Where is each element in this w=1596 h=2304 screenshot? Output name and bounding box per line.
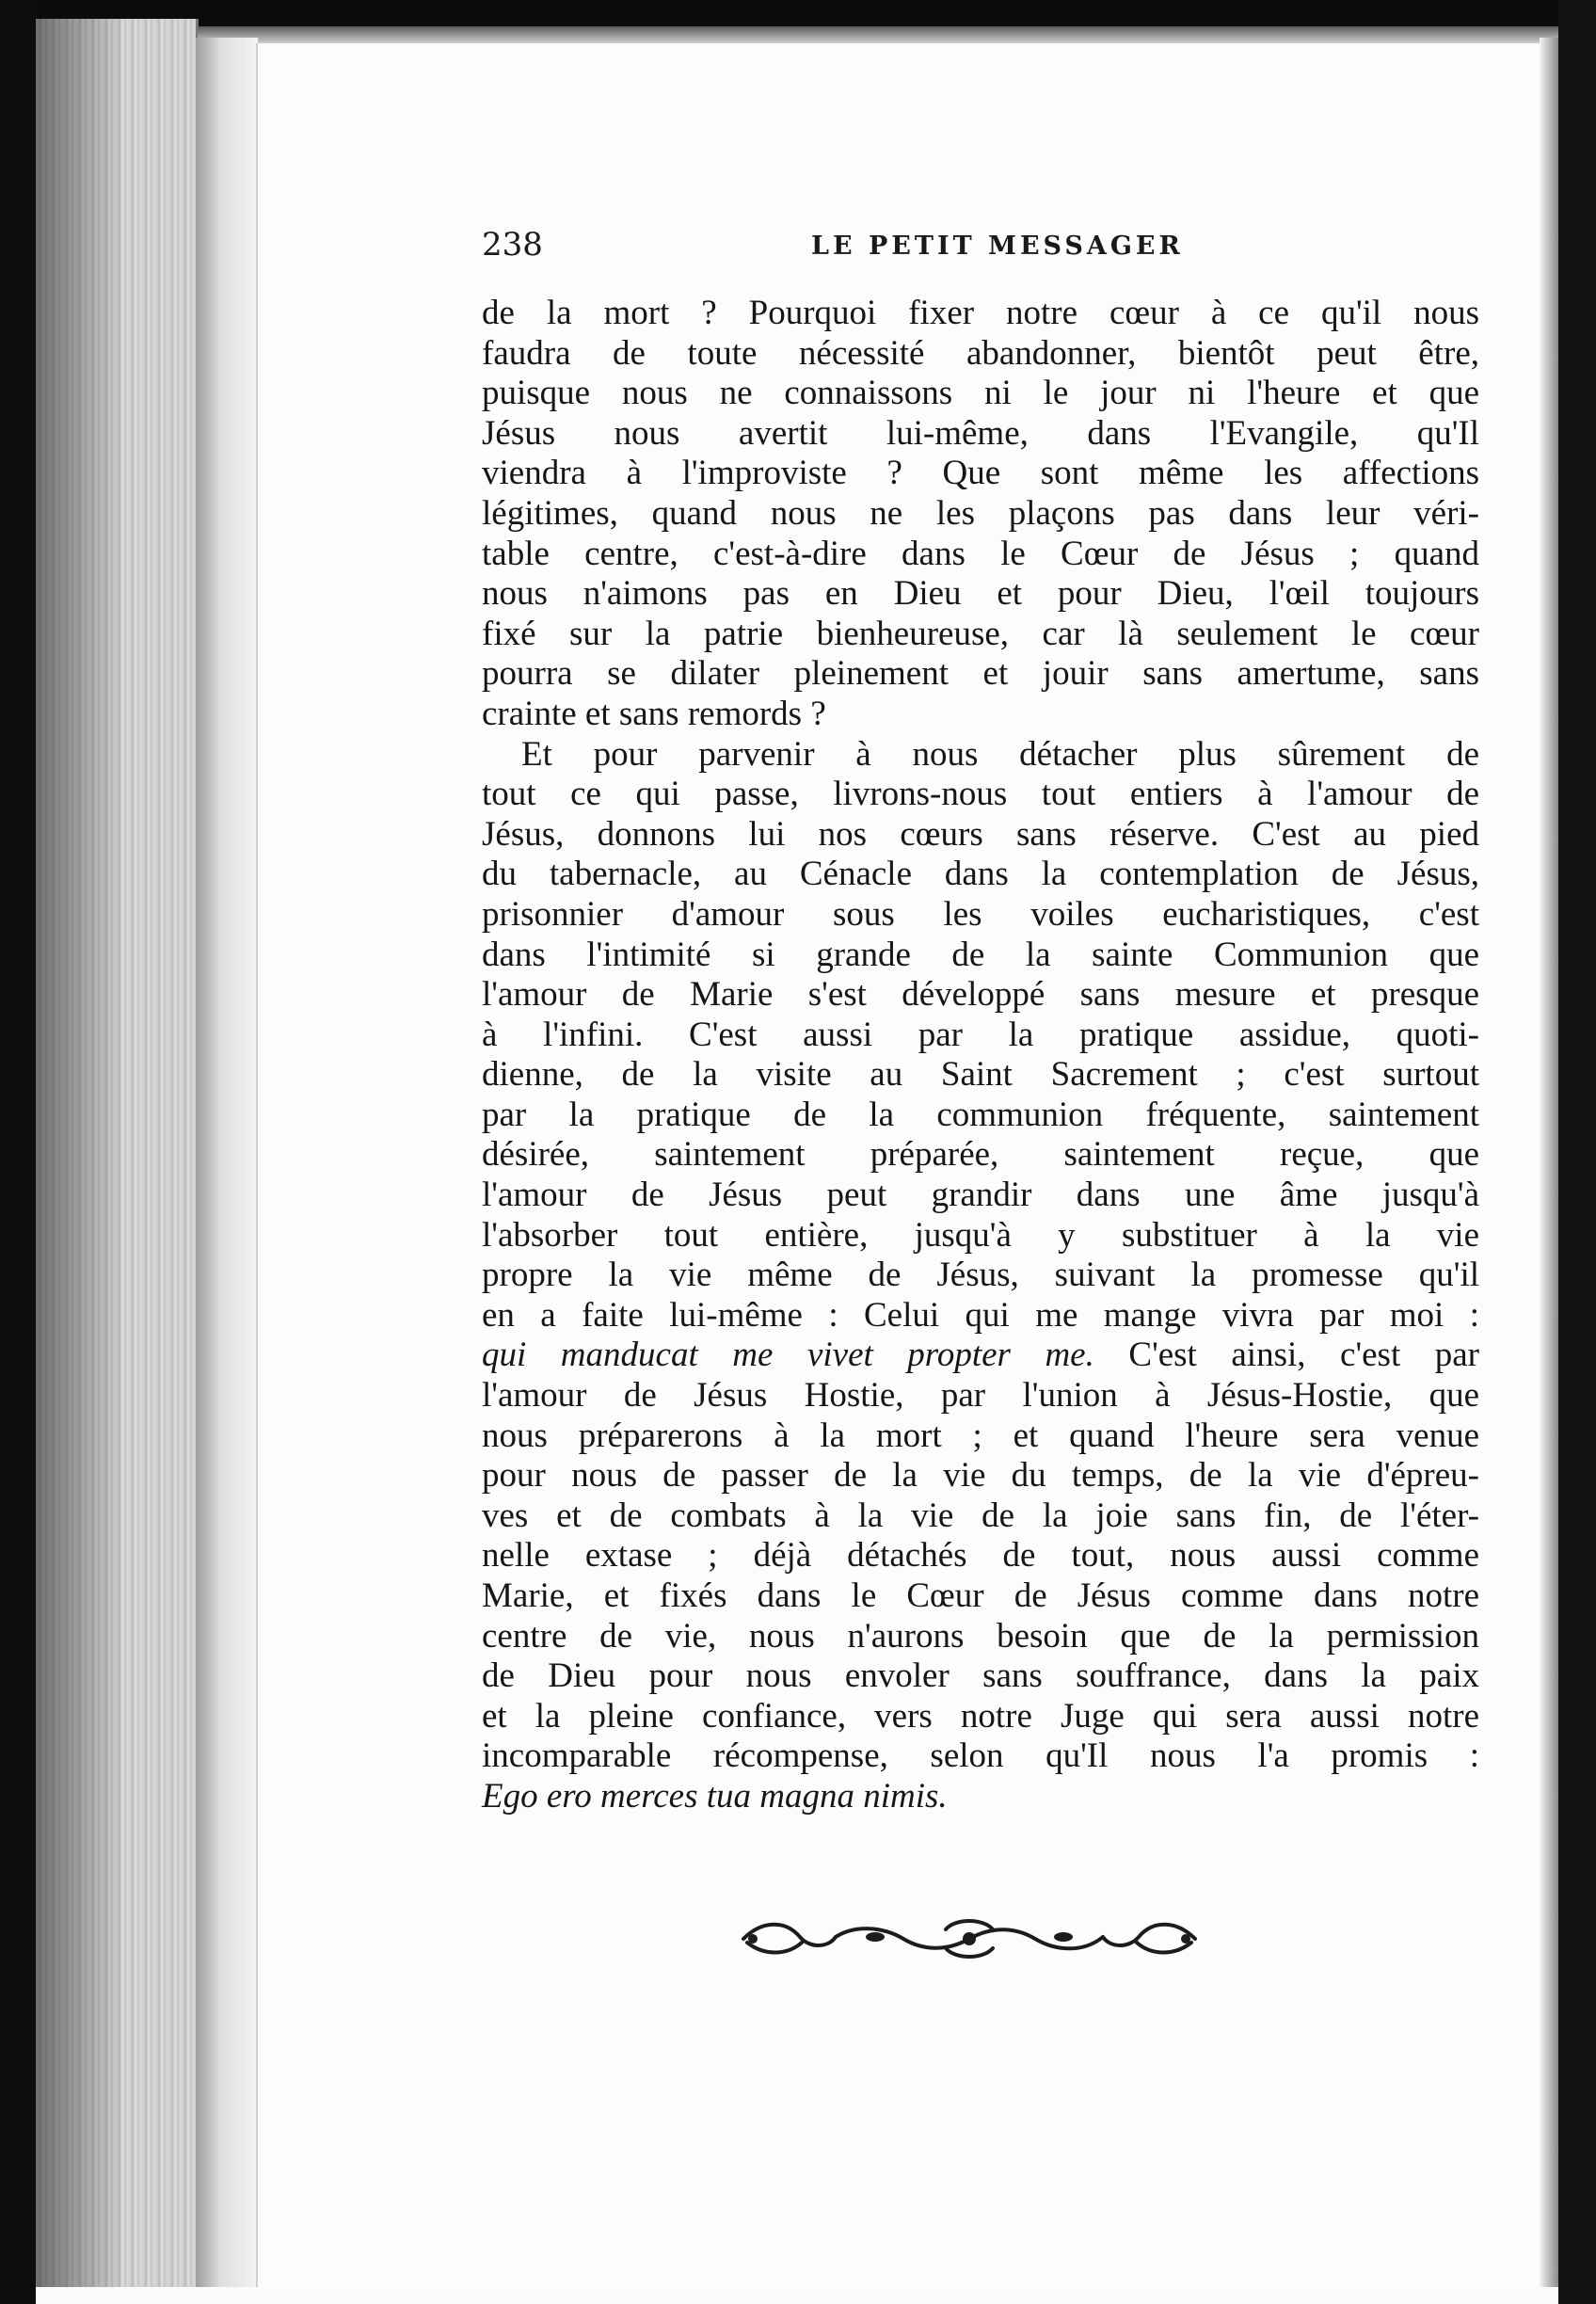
text-line: désirée, saintement préparée, saintement reçue, que <box>482 1135 1479 1175</box>
text-line: légitimes, quand nous ne les plaçons pas dans leur véri- <box>482 493 1479 533</box>
running-title: LE PETIT MESSAGER <box>811 232 1184 261</box>
text-line: tout ce qui passe, livrons-nous tout entiers à l'amour de <box>482 775 1479 814</box>
text-line-with-latin-quote <box>482 1336 1479 1376</box>
book-edge-shadow <box>36 19 120 2287</box>
page-body-text <box>482 294 1479 1817</box>
text-line: nelle extase ; déjà détachés de tout, nous aussi comme <box>482 1536 1479 1576</box>
scan-background-right <box>1558 0 1596 2304</box>
text-line: l'amour de Jésus Hostie, par l'union à Jésus-Hostie, que <box>482 1376 1479 1416</box>
page-top-edge <box>198 26 1558 43</box>
text-line: viendra à l'improviste ? Que sont même les affections <box>482 454 1479 493</box>
text-line: pour nous de passer de la vie du temps, de la vie d'épreu- <box>482 1456 1479 1496</box>
text-line: du tabernacle, au Cénacle dans la contemplation de Jésus, <box>482 855 1479 894</box>
text-line: l'absorber tout entière, jusqu'à y substituer à la vie <box>482 1215 1479 1255</box>
page-right-edge-shadow <box>1540 38 1558 2287</box>
text-line: nous préparerons à la mort ; et quand l'heure sera venue <box>482 1416 1479 1455</box>
text-line: l'amour de Marie s'est développé sans mesure et presque <box>482 975 1479 1015</box>
text-line: table centre, c'est-à-dire dans le Cœur de Jésus ; quand <box>482 534 1479 573</box>
text-line: Jésus, donnons lui nos cœurs sans réserve. C'est au pied <box>482 814 1479 854</box>
book-gutter <box>196 38 258 2287</box>
text-line: dans l'intimité si grande de la sainte Communion que <box>482 935 1479 974</box>
text-line: de Dieu pour nous envoler sans souffrance, dans la paix <box>482 1656 1479 1696</box>
paragraph-1 <box>482 294 1479 735</box>
text-line: pourra se dilater pleinement et jouir sans amertume, sans <box>482 654 1479 694</box>
text-line: faudra de toute nécessité abandonner, bientôt peut être, <box>482 333 1479 373</box>
text-line: incomparable récompense, selon qu'Il nous l'a promis : <box>482 1736 1479 1776</box>
scan-background-left <box>0 0 36 2304</box>
paragraph-2 <box>482 735 1479 1817</box>
decorative-scroll-ornament-icon <box>734 1911 1205 1967</box>
text-line: fixé sur la patrie bienheureuse, car là seulement le cœur <box>482 614 1479 653</box>
text-line: dienne, de la visite au Saint Sacrement ; c'est surtout <box>482 1055 1479 1095</box>
text-line: l'amour de Jésus peut grandir dans une âme jusqu'à <box>482 1176 1479 1215</box>
latin-closing-quote: Ego ero merces tua magna nimis. <box>482 1776 948 1816</box>
text-fragment: C'est ainsi, c'est par <box>1093 1336 1479 1375</box>
text-line: de la mort ? Pourquoi fixer notre cœur à ce qu'il nous <box>482 294 1479 332</box>
text-line: nous n'aimons pas en Dieu et pour Dieu, l'œil toujours <box>482 574 1479 614</box>
text-line: en a faite lui-même : Celui qui me mange vivra par moi : <box>482 1295 1479 1335</box>
text-line: propre la vie même de Jésus, suivant la promesse qu'il <box>482 1256 1479 1295</box>
text-line: crainte et sans remords ? <box>482 694 826 733</box>
text-line: par la pratique de la communion fréquente, saintement <box>482 1095 1479 1134</box>
page-header <box>482 226 1479 282</box>
text-line: prisonnier d'amour sous les voiles eucharistiques, c'est <box>482 894 1479 934</box>
text-line: ves et de combats à la vie de la joie sans fin, de l'éter- <box>482 1496 1479 1535</box>
text-line: Et pour parvenir à nous détacher plus sûrement de <box>521 734 1479 774</box>
text-line: à l'infini. C'est aussi par la pratique assidue, quoti- <box>482 1015 1479 1054</box>
text-line: Jésus nous avertit lui-même, dans l'Evangile, qu'Il <box>482 413 1479 453</box>
text-line: centre de vie, nous n'aurons besoin que de la permission <box>482 1616 1479 1656</box>
text-line: puisque nous ne connaissons ni le jour ni l'heure et que <box>482 374 1479 413</box>
text-line: Marie, et fixés dans le Cœur de Jésus comme dans notre <box>482 1576 1479 1615</box>
page-number: 238 <box>482 226 543 264</box>
latin-quote: qui manducat me vivet propter me. <box>482 1336 1094 1375</box>
text-line: et la pleine confiance, vers notre Juge qui sera aussi notre <box>482 1696 1479 1736</box>
